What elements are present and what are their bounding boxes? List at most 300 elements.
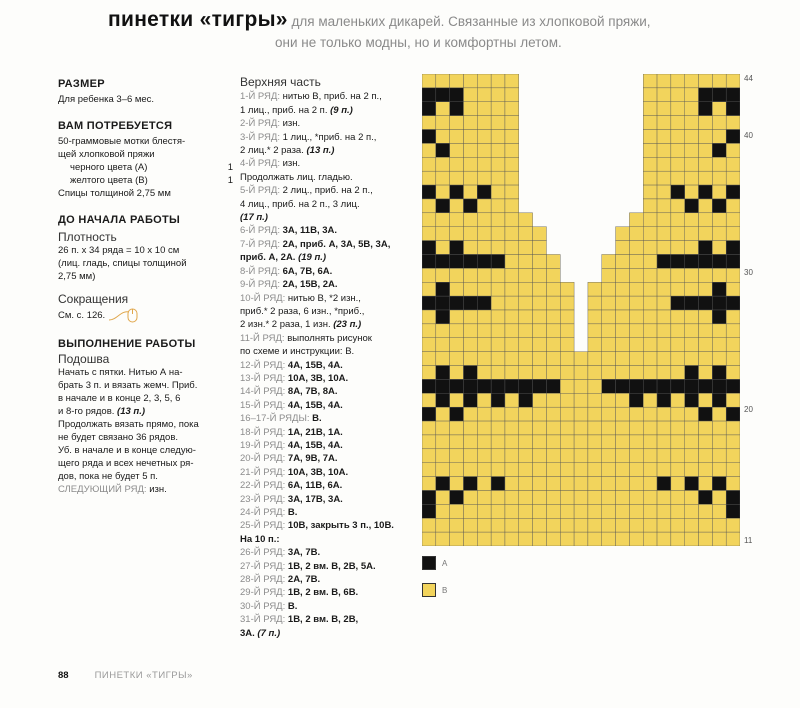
- chart-cell: [505, 421, 519, 435]
- chart-cell: [463, 296, 477, 310]
- chart-cell: [588, 379, 602, 393]
- chart-cell: [726, 352, 740, 366]
- chart-cell: [588, 435, 602, 449]
- chart-cell: [560, 282, 574, 296]
- chart-cell: [463, 282, 477, 296]
- chart-cell: [519, 296, 533, 310]
- chart-cell: [436, 532, 450, 546]
- upper-heading: Верхняя часть: [240, 75, 321, 89]
- chart-cell: [436, 324, 450, 338]
- chart-cell: [533, 379, 547, 393]
- chart-cell: [477, 393, 491, 407]
- chart-cell: [491, 379, 505, 393]
- row-text: 2А, 7В.: [285, 574, 321, 586]
- gauge-line: (лиц. гладь, спицы толщиной: [58, 258, 187, 269]
- chart-cell: [699, 393, 713, 407]
- chart-cell: [685, 504, 699, 518]
- chart-cell: [643, 282, 657, 296]
- chart-cell: [602, 268, 616, 282]
- chart-cell: [533, 435, 547, 449]
- chart-cell: [671, 130, 685, 144]
- chart-cell: [699, 74, 713, 88]
- chart-cell: [422, 477, 436, 491]
- chart-cell: [643, 199, 657, 213]
- chart-cell: [726, 518, 740, 532]
- chart-cell: [726, 379, 740, 393]
- chart-cell: [671, 254, 685, 268]
- chart-cell: [643, 227, 657, 241]
- chart-cell: [450, 254, 464, 268]
- chart-cell: [477, 157, 491, 171]
- instruction-row: [240, 318, 420, 331]
- chart-cell: [436, 407, 450, 421]
- row-text: 1А, 21В, 1А.: [285, 426, 343, 438]
- chart-cell: [685, 130, 699, 144]
- chart-cell: [726, 130, 740, 144]
- row-emph: (13 п.): [303, 145, 335, 157]
- chart-cell: [726, 88, 740, 102]
- chart-cell: [643, 435, 657, 449]
- chart-cell: [519, 324, 533, 338]
- chart-cell: [629, 449, 643, 463]
- instruction-row: [240, 372, 420, 385]
- chart-cell: [450, 435, 464, 449]
- chart-cell: [533, 490, 547, 504]
- chart-cell: [699, 504, 713, 518]
- chart-cell: [519, 532, 533, 546]
- chart-cell: [477, 102, 491, 116]
- chart-cell: [450, 490, 464, 504]
- chart-cell: [422, 393, 436, 407]
- chart-cell: [726, 241, 740, 255]
- chart-cell: [477, 213, 491, 227]
- chart-cell: [602, 490, 616, 504]
- knitting-chart: [422, 74, 740, 546]
- chart-cell: [616, 227, 630, 241]
- chart-cell: [463, 88, 477, 102]
- chart-cell: [505, 490, 519, 504]
- chart-cell: [602, 393, 616, 407]
- chart-cell: [643, 366, 657, 380]
- chart-cell: [685, 407, 699, 421]
- chart-cell: [643, 116, 657, 130]
- chart-cell: [699, 421, 713, 435]
- chart-cell: [629, 338, 643, 352]
- chart-cell: [436, 227, 450, 241]
- instruction-row: [240, 519, 420, 532]
- chart-cell: [629, 477, 643, 491]
- gauge-line: 26 п. x 34 ряда = 10 x 10 см: [58, 245, 180, 256]
- row-label: 14-Й РЯД:: [240, 386, 286, 398]
- chart-cell: [657, 407, 671, 421]
- footer: [58, 670, 193, 681]
- instruction-row: [240, 238, 420, 251]
- cont-line: дов, пока не будет 5 п.: [58, 471, 158, 482]
- chart-cell: [685, 310, 699, 324]
- row-text: 4А, 15В, 4А.: [285, 399, 343, 411]
- chart-cell: [685, 102, 699, 116]
- chart-cell: [505, 407, 519, 421]
- chart-cell: [436, 116, 450, 130]
- chart-cell: [436, 477, 450, 491]
- chart-cell: [422, 463, 436, 477]
- chart-cell: [436, 518, 450, 532]
- chart-cell: [450, 532, 464, 546]
- chart-cell: [491, 310, 505, 324]
- chart-cell: [463, 185, 477, 199]
- chart-cell: [602, 254, 616, 268]
- chart-cell: [671, 421, 685, 435]
- row-label: 4-Й РЯД:: [240, 158, 280, 170]
- chart-cell: [726, 213, 740, 227]
- chart-cell: [671, 379, 685, 393]
- abbr-text: См. с. 126.: [58, 310, 106, 321]
- chart-cell: [699, 324, 713, 338]
- chart-cell: [491, 407, 505, 421]
- chart-cell: [643, 254, 657, 268]
- chart-cell: [505, 268, 519, 282]
- chart-cell: [657, 296, 671, 310]
- chart-cell: [422, 352, 436, 366]
- chart-cell: [519, 282, 533, 296]
- chart-cell: [699, 296, 713, 310]
- chart-cell: [574, 532, 588, 546]
- chart-cell: [657, 338, 671, 352]
- chart-cell: [422, 88, 436, 102]
- chart-cell: [533, 366, 547, 380]
- chart-cell: [463, 213, 477, 227]
- instruction-row: [240, 292, 420, 305]
- chart-cell: [657, 74, 671, 88]
- chart-cell: [477, 352, 491, 366]
- chart-cell: [463, 143, 477, 157]
- chart-cell: [436, 199, 450, 213]
- row-label: 6-Й РЯД:: [240, 225, 280, 237]
- chart-cell: [546, 254, 560, 268]
- chart-cell: [699, 254, 713, 268]
- sole-line-text: и 8-го рядов.: [58, 406, 115, 417]
- chart-cell: [671, 338, 685, 352]
- chart-cell: [450, 393, 464, 407]
- chart-cell: [616, 282, 630, 296]
- chart-cell: [519, 227, 533, 241]
- instruction-row: [240, 265, 420, 278]
- chart-cell: [477, 518, 491, 532]
- chart-cell: [699, 449, 713, 463]
- chart-cell: [657, 366, 671, 380]
- chart-cell: [533, 352, 547, 366]
- instruction-row: [240, 586, 420, 599]
- chart-cell: [712, 185, 726, 199]
- chart-cell: [422, 490, 436, 504]
- chart-cell: [574, 366, 588, 380]
- chart-cell: [422, 435, 436, 449]
- chart-cell: [505, 352, 519, 366]
- chart-cell: [546, 407, 560, 421]
- chart-cell: [463, 366, 477, 380]
- instruction-row: [240, 157, 420, 170]
- chart-cell: [616, 393, 630, 407]
- chart-cell: [477, 296, 491, 310]
- chart-cell: [436, 296, 450, 310]
- chart-cell: [712, 143, 726, 157]
- chart-cell: [546, 352, 560, 366]
- instruction-row: [240, 439, 420, 452]
- chart-cell: [685, 171, 699, 185]
- chart-cell: [491, 116, 505, 130]
- chart-cell: [588, 463, 602, 477]
- chart-cell: [505, 116, 519, 130]
- chart-cell: [602, 435, 616, 449]
- row-label: 28-Й РЯД:: [240, 574, 286, 586]
- chart-cell: [574, 449, 588, 463]
- chart-cell: [436, 88, 450, 102]
- chart-cell: [643, 449, 657, 463]
- row-label: 3-Й РЯД:: [240, 131, 280, 143]
- page-number: 88: [58, 670, 69, 681]
- chart-cell: [588, 338, 602, 352]
- chart-cell: [519, 393, 533, 407]
- chart-cell: [450, 213, 464, 227]
- instruction-row: [240, 412, 420, 425]
- chart-cell: [422, 185, 436, 199]
- chart-cell: [671, 282, 685, 296]
- chart-cell: [629, 435, 643, 449]
- chart-cell: [450, 88, 464, 102]
- page-title: [108, 10, 768, 32]
- chart-cell: [685, 463, 699, 477]
- chart-cell: [422, 504, 436, 518]
- chart-cell: [422, 379, 436, 393]
- chart-cell: [546, 477, 560, 491]
- chart-cell: [450, 102, 464, 116]
- chart-cell: [671, 310, 685, 324]
- chart-cell: [560, 338, 574, 352]
- chart-cell: [491, 130, 505, 144]
- chart-cell: [533, 477, 547, 491]
- chart-cell: [671, 185, 685, 199]
- chart-cell: [699, 338, 713, 352]
- row-text: приб.* 2 раза, 6 изн., *приб.,: [240, 305, 365, 317]
- chart-cell: [477, 130, 491, 144]
- chart-cell: [671, 199, 685, 213]
- chart-cell: [712, 88, 726, 102]
- chart-cell: [657, 518, 671, 532]
- instruction-row: [240, 198, 420, 211]
- chart-cell: [436, 213, 450, 227]
- chart-cell: [477, 282, 491, 296]
- row-text: 1В, 2 вм. В, 2В,: [285, 614, 359, 626]
- chart-cell: [477, 449, 491, 463]
- chart-cell: [505, 435, 519, 449]
- chart-cell: [699, 185, 713, 199]
- chart-cell: [712, 296, 726, 310]
- chart-cell: [712, 407, 726, 421]
- chart-cell: [726, 310, 740, 324]
- next-row-label: СЛЕДУЮЩИЙ РЯД:: [58, 484, 147, 495]
- instruction-row: [240, 278, 420, 291]
- instruction-row: [240, 117, 420, 130]
- chart-cell: [685, 490, 699, 504]
- chart-cell: [422, 102, 436, 116]
- chart-cell: [685, 379, 699, 393]
- chart-cell: [546, 366, 560, 380]
- chart-cell: [657, 88, 671, 102]
- chart-cell: [560, 366, 574, 380]
- instruction-row: [240, 90, 420, 103]
- chart-cell: [560, 504, 574, 518]
- chart-cell: [712, 254, 726, 268]
- row-label: 11-Й РЯД:: [240, 332, 285, 344]
- title-bold: пинетки «тигры»: [108, 8, 288, 31]
- chart-cell: [436, 241, 450, 255]
- chart-cell: [422, 213, 436, 227]
- chart-cell: [643, 352, 657, 366]
- chart-cell: [616, 254, 630, 268]
- row-text: 2 изн.* 2 раза, 1 изн.: [240, 319, 331, 331]
- chart-cell: [699, 282, 713, 296]
- chart-cell: [491, 518, 505, 532]
- chart-cell: [712, 116, 726, 130]
- chart-cell: [685, 324, 699, 338]
- chart-cell: [491, 88, 505, 102]
- chart-cell: [533, 268, 547, 282]
- chart-cell: [491, 477, 505, 491]
- row-label: 8-Й РЯД:: [240, 265, 280, 277]
- chart-cell: [505, 338, 519, 352]
- chart-cell: [671, 74, 685, 88]
- chart-cell: [616, 490, 630, 504]
- chart-cell: [533, 532, 547, 546]
- chart-cell: [685, 421, 699, 435]
- chart-cell: [657, 143, 671, 157]
- chart-cell: [685, 199, 699, 213]
- chart-cell: [546, 296, 560, 310]
- chart-cell: [712, 352, 726, 366]
- chart-cell: [505, 504, 519, 518]
- chart-cell: [726, 324, 740, 338]
- chart-cell: [643, 88, 657, 102]
- chart-cell: [588, 393, 602, 407]
- chart-cell: [560, 449, 574, 463]
- chart-cell: [685, 282, 699, 296]
- row-label: 26-Й РЯД:: [240, 547, 286, 559]
- chart-cell: [422, 241, 436, 255]
- chart-cell: [574, 379, 588, 393]
- chart-cell: [726, 532, 740, 546]
- chart-cell: [712, 477, 726, 491]
- chart-cell: [671, 143, 685, 157]
- chart-cell: [671, 157, 685, 171]
- chart-cell: [436, 254, 450, 268]
- row-text: изн.: [279, 158, 301, 170]
- chart-cell: [726, 463, 740, 477]
- row-label: 21-Й РЯД:: [240, 466, 286, 478]
- chart-cell: [505, 463, 519, 477]
- chart-cell: [519, 310, 533, 324]
- chart-cell: [602, 421, 616, 435]
- before-heading: ДО НАЧАЛА РАБОТЫ: [58, 214, 181, 226]
- chart-cell: [450, 227, 464, 241]
- chart-cell: [712, 435, 726, 449]
- chart-cell: [726, 282, 740, 296]
- chart-cell: [505, 74, 519, 88]
- chart-cell: [699, 116, 713, 130]
- chart-cell: [463, 268, 477, 282]
- chart-cell: [685, 268, 699, 282]
- instruction-rows: [240, 90, 420, 640]
- chart-cell: [643, 407, 657, 421]
- chart-cell: [588, 490, 602, 504]
- subtitle-line2: они не только модны, но и комфортны летом.: [275, 35, 562, 50]
- chart-cell: [657, 268, 671, 282]
- chart-cell: [505, 241, 519, 255]
- instruction-row: [240, 345, 420, 358]
- chart-cell: [602, 352, 616, 366]
- row-text: В.: [285, 600, 298, 612]
- chart-cell: [491, 268, 505, 282]
- chart-cell: [712, 518, 726, 532]
- chart-cell: [491, 213, 505, 227]
- chart-cell: [657, 490, 671, 504]
- row-label: 10-Й РЯД:: [240, 292, 286, 304]
- instruction-row: [240, 573, 420, 586]
- chart-cell: [436, 102, 450, 116]
- chart-cell: [463, 74, 477, 88]
- chart-cell: [422, 227, 436, 241]
- row-text: 1 лиц., приб. на 2 п.: [240, 104, 328, 116]
- instruction-row: [240, 359, 420, 372]
- chart-cell: [491, 157, 505, 171]
- chart-cell: [422, 518, 436, 532]
- row-number: 40: [744, 131, 753, 140]
- chart-cell: [588, 366, 602, 380]
- chart-cell: [602, 477, 616, 491]
- chart-cell: [657, 532, 671, 546]
- chart-cell: [533, 254, 547, 268]
- chart-cell: [616, 324, 630, 338]
- chart-cell: [712, 102, 726, 116]
- chart-cell: [436, 449, 450, 463]
- chart-cell: [560, 518, 574, 532]
- chart-cell: [685, 213, 699, 227]
- chart-cell: [671, 518, 685, 532]
- chart-cell: [477, 74, 491, 88]
- chart-cell: [463, 421, 477, 435]
- chart-cell: [463, 532, 477, 546]
- chart-cell: [685, 393, 699, 407]
- chart-cell: [491, 532, 505, 546]
- row-emph: (17 п.): [240, 212, 268, 224]
- chart-cell: [505, 393, 519, 407]
- chart-cell: [643, 241, 657, 255]
- chart-cell: [560, 477, 574, 491]
- need-line: 50-граммовые мотки блестя-: [58, 136, 186, 147]
- chart-cell: [671, 324, 685, 338]
- chart-cell: [422, 366, 436, 380]
- chart-cell: [436, 393, 450, 407]
- chart-cell: [560, 296, 574, 310]
- instruction-row: [240, 224, 420, 237]
- chart-cell: [463, 407, 477, 421]
- chart-cell: [463, 324, 477, 338]
- chart-cell: [602, 504, 616, 518]
- chart-cell: [657, 241, 671, 255]
- row-text: 6А, 11В, 6А.: [285, 480, 343, 492]
- chart-cell: [436, 268, 450, 282]
- row-label: 31-Й РЯД:: [240, 614, 286, 626]
- chart-cell: [546, 532, 560, 546]
